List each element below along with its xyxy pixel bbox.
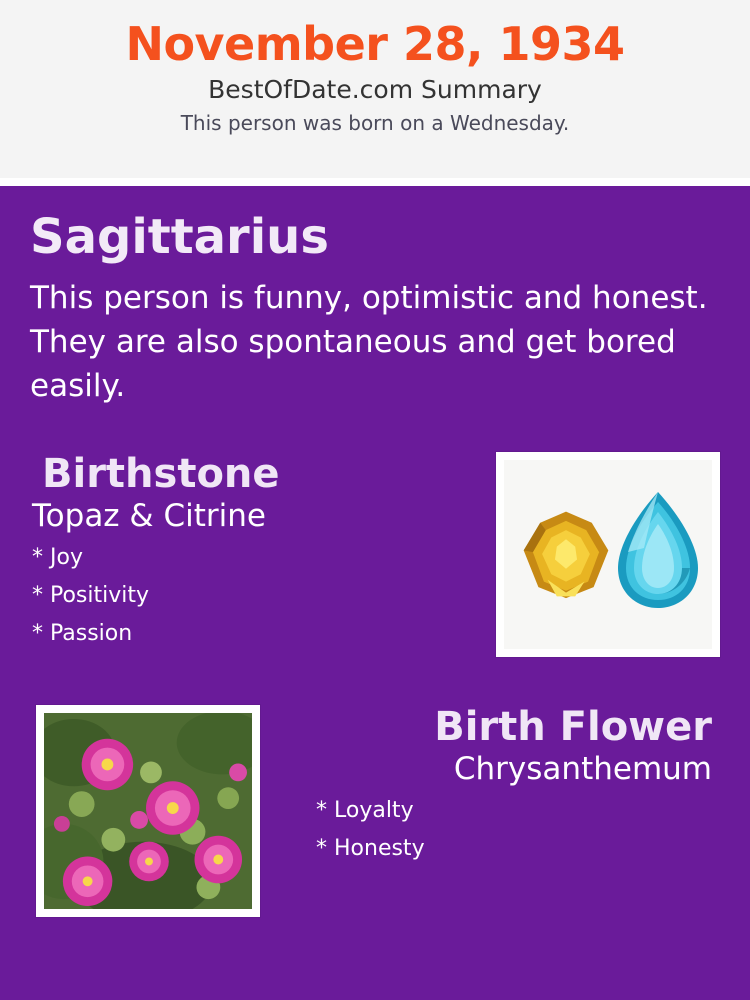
list-item: * Passion <box>32 621 133 646</box>
birth-flower-image <box>36 705 260 917</box>
site-summary-label: BestOfDate.com Summary <box>208 75 542 105</box>
birthstone-image <box>496 452 720 657</box>
birth-flower-traits <box>280 799 720 861</box>
birthstone-heading: Birthstone <box>42 451 280 498</box>
header-divider <box>0 178 750 186</box>
birthstone-name: Topaz & Citrine <box>32 498 266 535</box>
birthstone-image-inner <box>504 460 712 649</box>
birth-flower-section <box>30 705 720 920</box>
zodiac-sign-title: Sagittarius <box>30 209 329 265</box>
birthstone-traits <box>30 546 470 647</box>
blue-topaz-gem-icon <box>616 490 700 610</box>
list-item: * Positivity <box>32 582 150 608</box>
birthstone-section <box>30 452 720 667</box>
citrine-gem-icon <box>520 508 612 600</box>
list-item: * Loyalty <box>316 797 414 823</box>
birth-flower-image-inner <box>44 713 252 909</box>
birthstone-text <box>30 452 470 646</box>
main-panel <box>0 186 750 1000</box>
birth-flower-name: Chrysanthemum <box>453 751 712 788</box>
birth-day-note: This person was born on a Wednesday. <box>180 111 570 136</box>
birth-flower-text <box>280 705 720 861</box>
birth-flower-heading: Birth Flower <box>434 704 712 751</box>
header <box>0 0 750 178</box>
list-item: * Honesty <box>316 835 425 861</box>
chrysanthemum-photo-icon <box>44 713 252 909</box>
list-item: * Joy <box>32 544 83 570</box>
zodiac-description: This person is funny, optimistic and honest. They are also spontaneous and get bored easily. <box>30 280 708 405</box>
page-title: November 28, 1934 <box>125 17 625 71</box>
